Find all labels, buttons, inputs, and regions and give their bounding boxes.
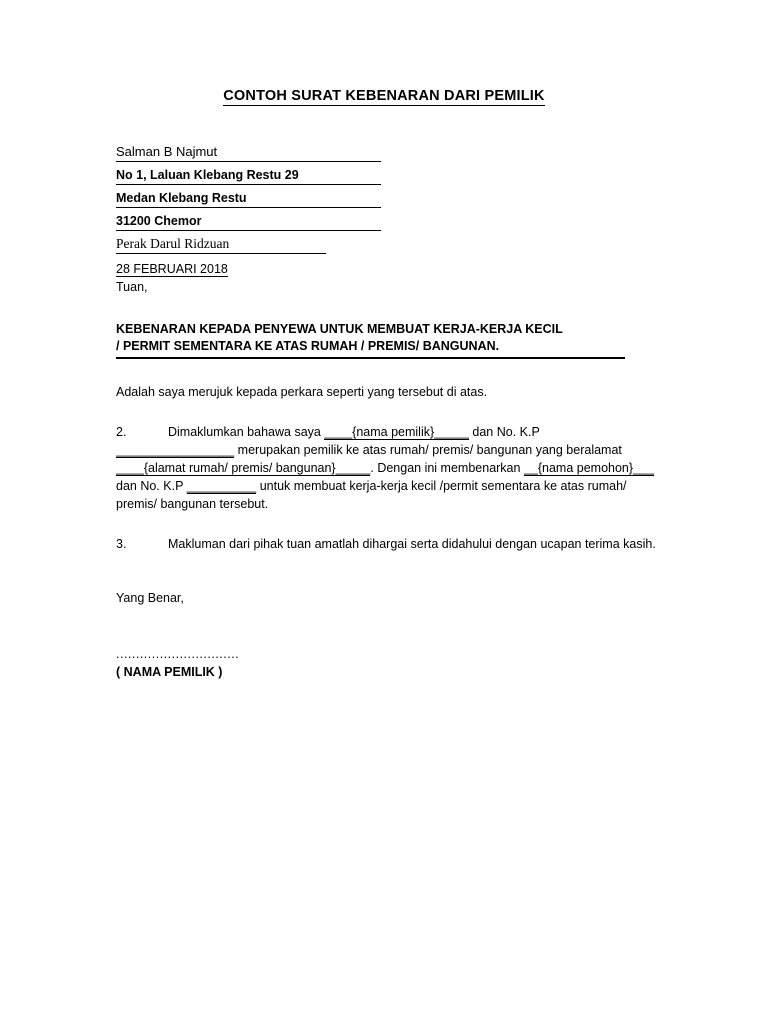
p2-blank-5: _____	[335, 461, 371, 475]
date-line	[116, 261, 656, 277]
paragraph-3	[116, 535, 656, 553]
sender-postcode-city: 31200 Chemor	[116, 214, 202, 228]
p2-placeholder-address: {alamat rumah/ premis/ bangunan}	[143, 461, 336, 475]
p2-text-3: merupakan pemilik ke atas rumah/ premis/ bangunan yang beralamat	[234, 443, 622, 457]
subject-line-1: KEBENARAN KEPADA PENYEWA UNTUK MEMBUAT KERJA-KERJA KECIL	[116, 322, 563, 336]
paragraph-2-number: 2.	[116, 425, 127, 439]
sender-state-rule	[116, 253, 326, 254]
sender-name-line	[116, 144, 656, 161]
p2-placeholder-applicant: {nama pemohon}	[537, 461, 634, 475]
page-title-text: CONTOH SURAT KEBENARAN DARI PEMILIK	[223, 88, 545, 104]
sender-address1-rule	[116, 184, 381, 185]
sender-address2-rule	[116, 207, 381, 208]
closing: Yang Benar,	[116, 591, 184, 605]
p2-text-1: Dimaklumkan bahawa saya	[168, 425, 321, 439]
p2-blank-2: _____	[434, 425, 469, 439]
subject-line-2: / PERMIT SEMENTARA KE ATAS RUMAH / PREMIS/ BANGUNAN.	[116, 338, 625, 359]
paragraph-1: Adalah saya merujuk kepada perkara seperti yang tersebut di atas.	[116, 385, 488, 399]
sender-state: Perak Darul Ridzuan	[116, 236, 230, 251]
signature-line: ...............................	[116, 647, 240, 661]
sender-address1-line	[116, 167, 656, 184]
p2-text-6: untuk membuat kerja-kerja kecil /permit sementara ke atas rumah/ premis/ bangunan tersebut.	[116, 479, 627, 511]
p2-blank-6: __	[523, 461, 538, 475]
sender-postcode-line	[116, 213, 656, 230]
p2-blank-3: _________________	[116, 443, 235, 457]
p2-blank-4: ____	[116, 461, 144, 475]
subject-block	[116, 321, 656, 359]
p2-text-4: . Dengan ini membenarkan	[370, 461, 524, 475]
sender-address2-line	[116, 190, 656, 207]
sender-postcode-rule	[116, 230, 381, 231]
sender-state-line	[116, 236, 656, 253]
document-body	[116, 144, 656, 679]
paragraph-3-number: 3.	[116, 537, 127, 551]
p2-text-5: dan No. K.P	[116, 479, 184, 493]
owner-name-label: ( NAMA PEMILIK )	[116, 665, 223, 679]
p2-placeholder-owner: {nama pemilik}	[352, 425, 435, 439]
p2-blank-7: ___	[633, 461, 654, 475]
sender-address-1: No 1, Laluan Klebang Restu 29	[116, 168, 299, 182]
p2-text-2: dan No. K.P	[472, 425, 540, 439]
sender-name-rule	[116, 161, 381, 162]
p2-blank-1: ____	[324, 425, 353, 439]
paragraph-2	[116, 423, 656, 513]
paragraph-3-text: Makluman dari pihak tuan amatlah dihargai serta didahului dengan ucapan terima kasih.	[168, 537, 656, 551]
date-value: 28 FEBRUARI 2018	[116, 262, 228, 276]
page-title	[0, 88, 768, 104]
sender-name: Salman B Najmut	[116, 144, 218, 159]
p2-blank-8: __________	[186, 479, 257, 493]
sender-address-2: Medan Klebang Restu	[116, 191, 247, 205]
salutation: Tuan,	[116, 280, 148, 294]
